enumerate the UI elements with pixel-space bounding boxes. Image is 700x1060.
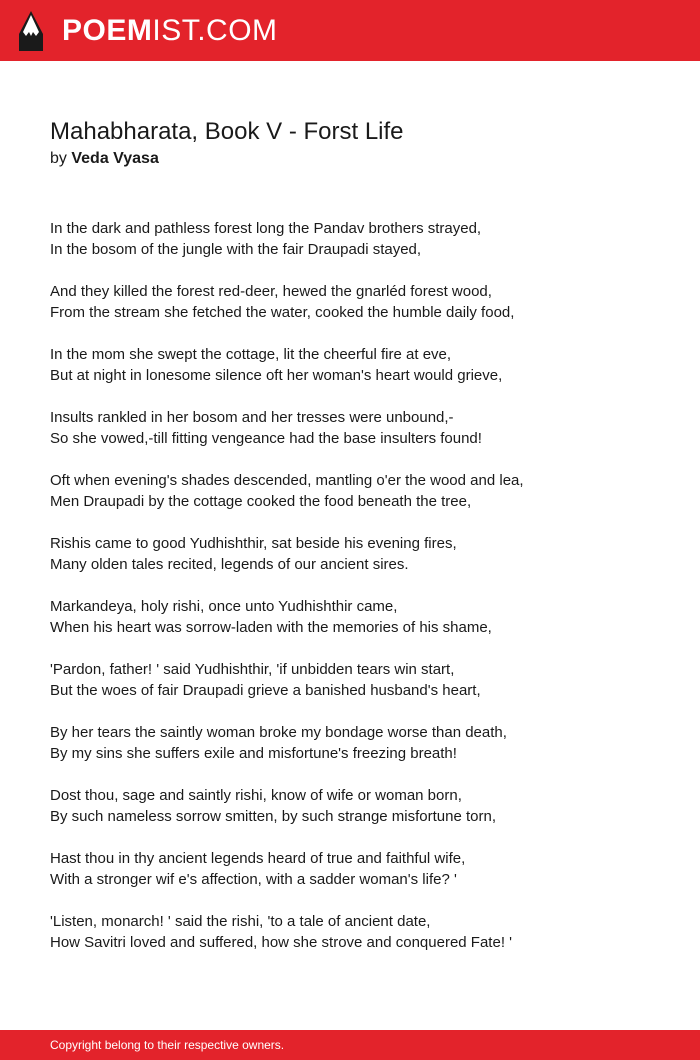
stanza: [50, 596, 670, 638]
stanza: [50, 659, 670, 701]
poem-body: [50, 218, 670, 974]
poem-line: Hast thou in thy ancient legends heard of true and faithful wife,: [50, 850, 466, 867]
poem-line: By such nameless sorrow smitten, by such strange misfortune torn,: [50, 808, 497, 825]
poem-line: So she vowed,-till fitting vengeance had the base insulters found!: [50, 430, 482, 447]
stanza: [50, 344, 670, 386]
poem-line: How Savitri loved and suffered, how she strove and conquered Fate! ': [50, 934, 513, 951]
poem-line: Men Draupadi by the cottage cooked the food beneath the tree,: [50, 493, 472, 510]
poem-line: In the mom she swept the cottage, lit the cheerful fire at eve,: [50, 346, 452, 363]
brand-light: IST.COM: [152, 14, 278, 47]
stanza: [50, 722, 670, 764]
poem-line: In the dark and pathless forest long the Pandav brothers strayed,: [50, 220, 482, 237]
byline: [50, 148, 159, 170]
site-header: [0, 0, 700, 61]
poem-line: Markandeya, holy rishi, once unto Yudhishthir came,: [50, 598, 398, 615]
poem-line: In the bosom of the jungle with the fair Draupadi stayed,: [50, 241, 422, 258]
stanza: [50, 218, 670, 260]
poem-title: Mahabharata, Book V - Forst Life: [50, 118, 404, 145]
poem-line: And they killed the forest red-deer, hewed the gnarléd forest wood,: [50, 283, 492, 300]
stanza: [50, 848, 670, 890]
pencil-tip-icon[interactable]: [18, 10, 44, 52]
copyright-notice: Copyright belong to their respective owners.: [50, 1038, 285, 1052]
poem-line: Dost thou, sage and saintly rishi, know of wife or woman born,: [50, 787, 462, 804]
poem-line: 'Pardon, father! ' said Yudhishthir, 'if unbidden tears win start,: [50, 661, 455, 678]
poem-line: But at night in lonesome silence oft her woman's heart would grieve,: [50, 367, 503, 384]
poem-line: Rishis came to good Yudhishthir, sat beside his evening fires,: [50, 535, 457, 552]
stanza: [50, 533, 670, 575]
poem-line: Oft when evening's shades descended, mantling o'er the wood and lea,: [50, 472, 524, 489]
stanza: [50, 911, 670, 953]
poem-line: By her tears the saintly woman broke my bondage worse than death,: [50, 724, 507, 741]
site-logo-text[interactable]: [62, 11, 278, 51]
poem-line: But the woes of fair Draupadi grieve a banished husband's heart,: [50, 682, 481, 699]
stanza: [50, 281, 670, 323]
poem-line: Many olden tales recited, legends of our ancient sires.: [50, 556, 409, 573]
site-footer: [0, 1030, 700, 1060]
stanza: [50, 407, 670, 449]
poem-line: 'Listen, monarch! ' said the rishi, 'to a tale of ancient date,: [50, 913, 431, 930]
stanza: [50, 470, 670, 512]
by-label: by: [50, 150, 67, 167]
author-name: Veda Vyasa: [71, 150, 159, 167]
poem-line: When his heart was sorrow-laden with the memories of his shame,: [50, 619, 492, 636]
poem-line: With a stronger wif e's affection, with a sadder woman's life? ': [50, 871, 457, 888]
poem-line: From the stream she fetched the water, cooked the humble daily food,: [50, 304, 515, 321]
poem-line: By my sins she suffers exile and misfortune's freezing breath!: [50, 745, 457, 762]
stanza: [50, 785, 670, 827]
brand-bold: POEM: [62, 14, 153, 47]
poem-line: Insults rankled in her bosom and her tresses were unbound,-: [50, 409, 454, 426]
